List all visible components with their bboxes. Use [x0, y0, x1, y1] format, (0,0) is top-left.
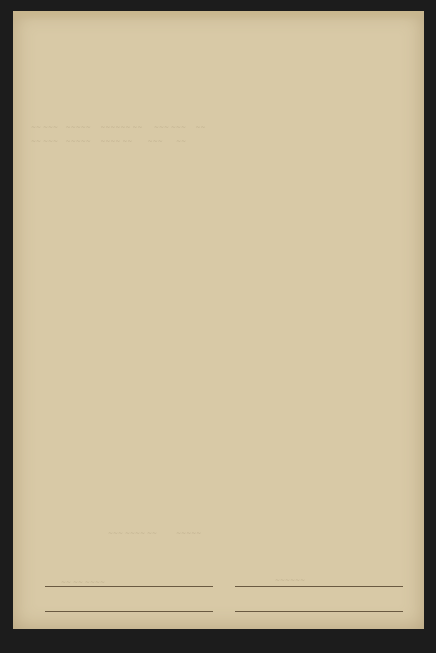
officers-attached-table — [28, 499, 416, 568]
form-page — [13, 11, 424, 629]
archive-caption — [0, 637, 436, 653]
signature-line — [235, 586, 403, 587]
show-through-handwriting: ~~ ~~~ ~~~~~ ~~~~ ~~ ~~~ ~~ — [31, 138, 187, 145]
show-through-handwriting: ~~ ~~ ~~~~ — [61, 579, 106, 586]
show-through-handwriting: ~~~ ~~~~ ~~ ~~~~~ — [108, 530, 202, 537]
show-through-handwriting: ~~~~~~ — [275, 577, 306, 584]
unit-line — [45, 586, 213, 587]
show-through-handwriting: ~~ ~~~ ~~~~~ ~~~~~~ ~~ ~~~ ~~~ ~~ — [31, 124, 206, 131]
despatch-line — [45, 611, 213, 612]
location-line — [235, 611, 403, 612]
